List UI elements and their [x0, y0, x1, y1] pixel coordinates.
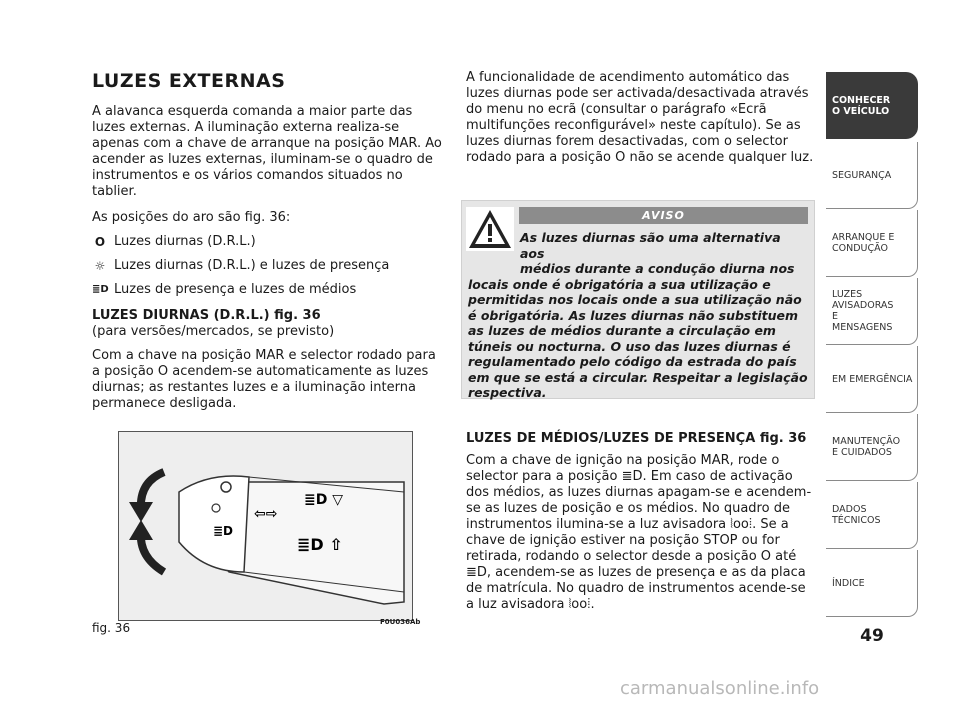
position-item — [92, 258, 442, 274]
figure-36 — [118, 431, 413, 621]
svg-text:≣D ⇧: ≣D ⇧ — [297, 535, 343, 554]
tab-seguranca[interactable] — [826, 142, 918, 209]
svg-text:≣D: ≣D — [213, 524, 234, 538]
left-column — [92, 104, 442, 412]
tab-dados-tecnicos[interactable] — [826, 482, 918, 549]
medios-paragraph: Com a chave de ignição na posição MAR, rode o selector para a posição ≣D. Em caso de activação dos médios, as luzes diurnas apagam-se e acendem-se as luzes de posição e os médios. No quadro de instrumentos ilumina-se a luz avisadora ⦚oo⦙. Se a chave de ignição estiver na posição STOP ou for retirada, rodando o selector desde a posição O até ≣D, acendem-se as luzes de presença e as da placa de matrícula. No quadro de instrumentos acende-se a luz avisadora ⦚oo⦙. — [466, 453, 812, 612]
tab-label: CONHECER O VEÍCULO — [832, 94, 891, 117]
position-item — [92, 282, 442, 298]
medios-heading: LUZES DE MÉDIOS/LUZES DE PRESENÇA fig. 36 — [466, 431, 807, 446]
warning-box — [461, 200, 815, 399]
right-column-top — [466, 70, 814, 166]
tab-label: EM EMERGÊNCIA — [832, 373, 913, 385]
tab-luzes-avisadoras[interactable] — [826, 278, 918, 345]
warning-text — [468, 230, 808, 401]
figure-label: fig. 36 — [92, 621, 131, 635]
page-title: LUZES EXTERNAS — [92, 70, 286, 92]
watermark: carmanualsonline.info — [620, 678, 820, 699]
tab-label: ARRANQUE E CONDUÇÃO — [832, 232, 895, 254]
tab-manutencao[interactable] — [826, 414, 918, 481]
drl-paragraph: Com a chave na posição MAR e selector rodado para a posição O acendem-se automaticamente as luzes diurnas; as restantes luzes e a iluminação interna permanece desligada. — [92, 348, 436, 411]
svg-text:≣D ▽: ≣D ▽ — [304, 492, 343, 508]
tab-label: MANUTENÇÃO E CUIDADOS — [832, 436, 901, 458]
drl-subheading: (para versões/mercados, se previsto) — [92, 324, 335, 339]
tab-label: SEGURANÇA — [832, 169, 892, 181]
figure-code: F0U036Ab — [380, 618, 421, 626]
warning-line-1: As luzes diurnas são uma alternativa aos — [520, 230, 781, 261]
tab-label: DADOS TÉCNICOS — [832, 504, 881, 526]
tab-indice[interactable] — [826, 550, 918, 617]
drl-heading: LUZES DIURNAS (D.R.L.) fig. 36 — [92, 308, 321, 323]
warning-line-2: médios durante a condução diurna nos — [520, 261, 795, 276]
auto-drl-paragraph: A funcionalidade de acendimento automático das luzes diurnas pode ser activada/desactivada através do menu no ecrã (consultar o parágrafo «Ecrã multifunções reconfigurável» neste capítulo). Se as luzes diurnas forem desactivadas, com o selector rodado para a posição O não se acende qualquer luz. — [466, 70, 814, 165]
page-number: 49 — [860, 626, 884, 646]
tab-em-emergencia[interactable] — [826, 346, 918, 413]
intro-paragraph: A alavanca esquerda comanda a maior parte das luzes externas. A iluminação externa realiza-se apenas com a chave de arranque na posição MAR. Ao acender as luzes externas, iluminam-se o quadro de instrumentos e os vários comandos situados no tablier. — [92, 104, 442, 199]
position-o-icon: O — [94, 235, 106, 249]
lever-illustration — [119, 432, 412, 620]
warning-label: AVISO — [519, 207, 808, 224]
position-item — [92, 234, 442, 250]
low-beam-icon: ≣D — [92, 284, 109, 295]
warning-body: locais onde é obrigatória a sua utilização e permitidas nos locais onde a sua utilização não é obrigatória. As luzes diurnas não substituem as luzes de médios durante a circulação em túneis ou nocturna. O uso das luzes diurnas é regulamentado pelo código da estrada do país em que se está a circular. Respeitar a legislação respectiva. — [468, 276, 808, 400]
position-label: Luzes de presença e luzes de médios — [114, 282, 357, 297]
right-column-bottom — [466, 431, 814, 613]
tab-conhecer-o-veiculo[interactable] — [826, 72, 918, 139]
tab-label: ÍNDICE — [832, 577, 865, 589]
tab-label: LUZES AVISADORAS E MENSAGENS — [832, 289, 894, 333]
tab-arranque[interactable] — [826, 210, 918, 277]
position-label: Luzes diurnas (D.R.L.) e luzes de presença — [114, 258, 390, 273]
positions-intro: As posições do aro são fig. 36: — [92, 210, 291, 225]
svg-text:⇦⇨: ⇦⇨ — [254, 506, 278, 522]
position-label: Luzes diurnas (D.R.L.) — [114, 234, 256, 249]
sun-icon: ☼ — [94, 259, 106, 273]
